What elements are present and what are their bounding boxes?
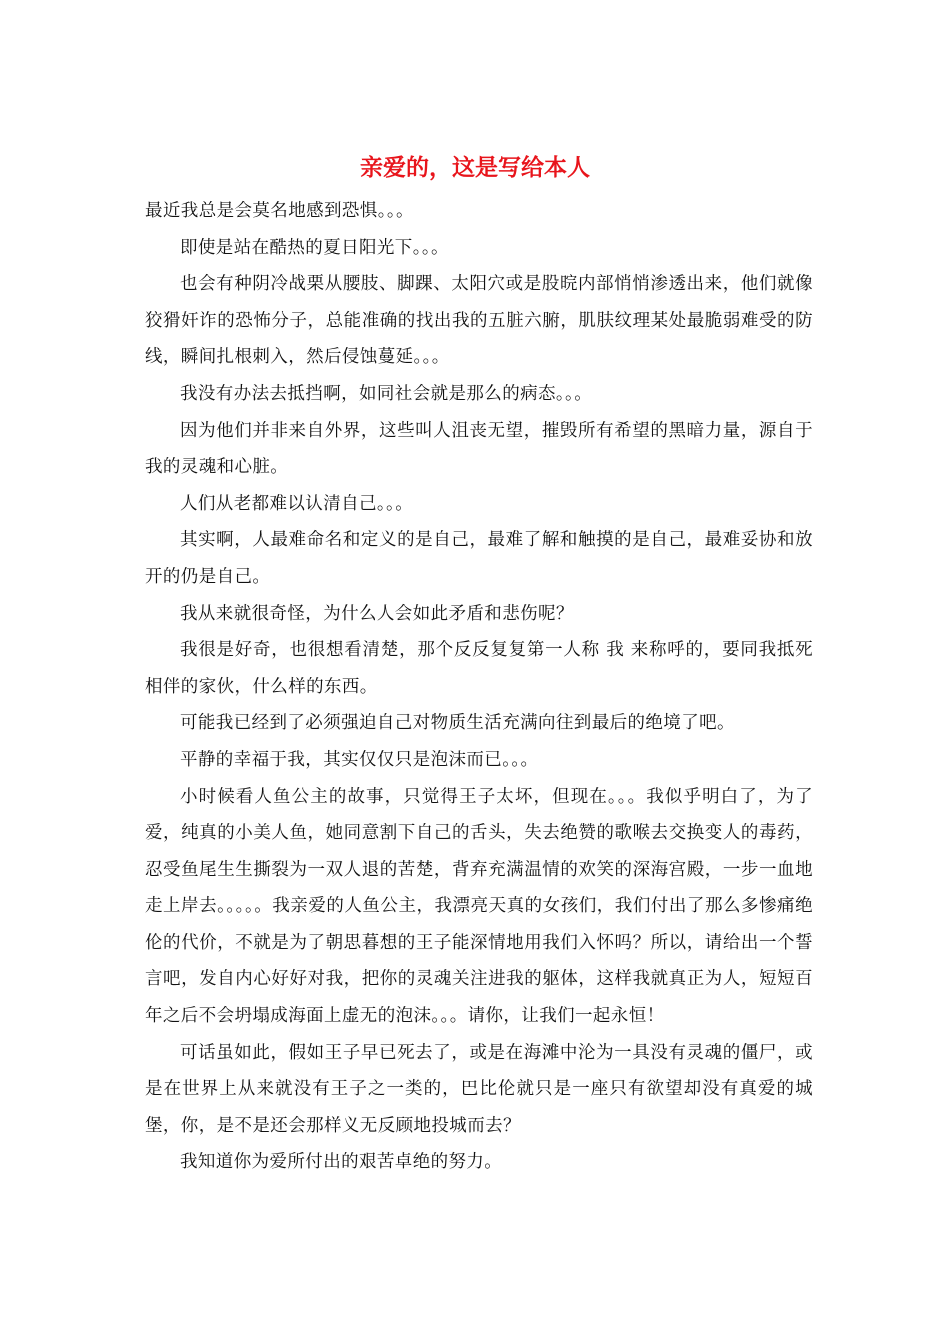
paragraph: 其实啊，人最难命名和定义的是自己，最难了解和触摸的是自己，最难妥协和放开的仍是自己。	[145, 530, 813, 587]
paragraph: 也会有种阴冷战栗从腰肢、脚踝、太阳穴或是股晥内部悄悄渗透出来，他们就像狡猾奸诈的恐怖分子，总能准确的找出我的五脏六腑，肌肤纹理某处最脆弱难受的防线，瞬间扎根刺入，然后侵蚀蔓延。。。	[145, 274, 813, 368]
paragraph: 小时候看人鱼公主的故事，只觉得王子太坏，但现在。。。我似乎明白了，为了爱，纯真的小美人鱼，她同意割下自己的舌头，失去绝赞的歌喉去交换变人的毒药，忍受鱼尾生生撕裂为一双人退的苦楚，背弃充满温情的欢笑的深海宫殿，一步一血地走上岸去。。。。。我亲爱的人鱼公主，我漂亮天真的女孩们，我们付出了那么多惨痛绝伦的代价，不就是为了朝思暮想的王子能深情地用我们入怀吗？所以，请给出一个誓言吧，发自内心好好对我，把你的灵魂关注进我的躯体，这样我就真正为人，短短百年之后不会坍塌成海面上虚无的泡沫。。。请你，让我们一起永恒！	[145, 786, 813, 1027]
paragraph: 人们从老都难以认清自己。。。	[180, 493, 414, 514]
paragraph: 我没有办法去抵挡啊，如同社会就是那么的病态。。。	[180, 383, 593, 404]
paragraph: 平静的幸福于我，其实仅仅只是泡沫而已。。。	[180, 749, 539, 770]
page-title: 亲爱的，这是写给本人	[360, 154, 590, 181]
paragraph: 因为他们并非来自外界，这些叫人沮丧无望，摧毁所有希望的黑暗力量，源自于我的灵魂和心脏。	[145, 420, 813, 478]
paragraph: 可话虽如此，假如王子早已死去了，或是在海滩中沦为一具没有灵魂的僵尸，或是在世界上从来就没有王子之一类的，巴比伦就只是一座只有欲望却没有真爱的城堡，你，是不是还会那样义无反顾地投城而去？	[145, 1042, 813, 1136]
paragraph: 我从来就很奇怪，为什么人会如此矛盾和悲伤呢？	[180, 603, 574, 624]
paragraph: 我知道你为爱所付出的艰苦卓绝的努力。	[180, 1152, 503, 1173]
paragraph: 最近我总是会莫名地感到恐惧。。。	[145, 201, 414, 221]
paragraph: 我很是好奇，也很想看清楚，那个反反复复第一人称 我 来称呼的，要同我抵死相伴的家伙，什么样的东西。	[145, 640, 813, 697]
paragraph: 可能我已经到了必须强迫自己对物质生活充满向往到最后的绝境了吧。	[180, 713, 735, 734]
article-body	[145, 193, 813, 1181]
paragraph: 即使是站在酷热的夏日阳光下。。。	[180, 237, 449, 258]
